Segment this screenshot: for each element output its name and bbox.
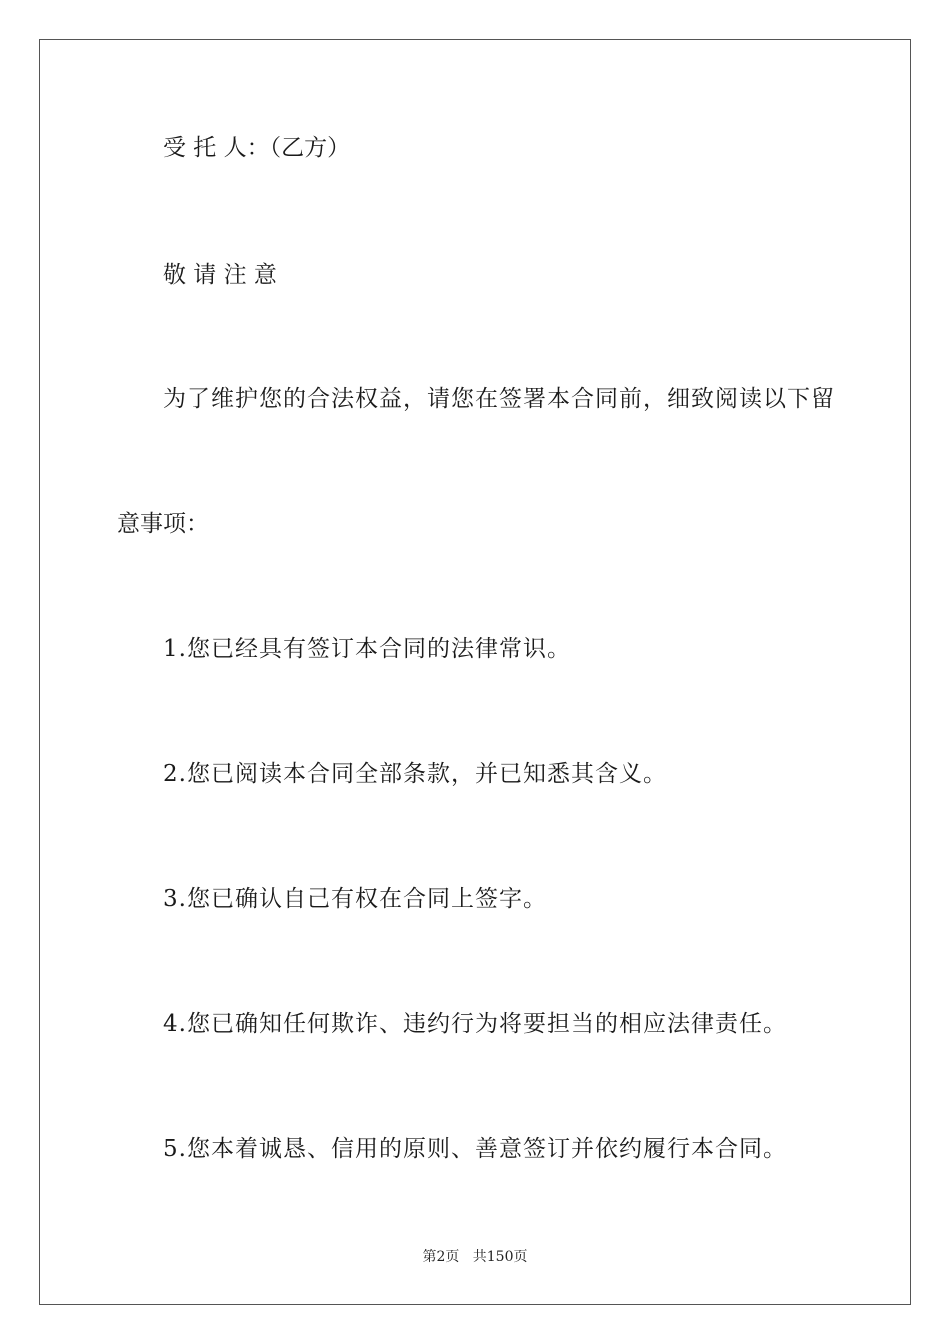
notice-intro-line-1: 为了维护您的合法权益，请您在签署本合同前，细致阅读以下留 xyxy=(163,386,835,412)
trustee-label: 受 托 人：（乙方） xyxy=(163,135,351,161)
notice-item-2: 2.您已阅读本合同全部条款，并已知悉其含义。 xyxy=(163,761,667,787)
notice-item-4: 4.您已确知任何欺诈、违约行为将要担当的相应法律责任。 xyxy=(163,1011,787,1037)
notice-item-1: 1.您已经具有签订本合同的法律常识。 xyxy=(163,636,571,662)
notice-item-5: 5.您本着诚恳、信用的原则、善意签订并依约履行本合同。 xyxy=(163,1136,787,1162)
notice-intro-line-2: 意事项： xyxy=(117,511,209,537)
notice-item-3: 3.您已确认自己有权在合同上签字。 xyxy=(163,886,547,912)
notice-heading: 敬 请 注 意 xyxy=(163,262,277,288)
page-number-footer: 第2页 共150页 xyxy=(422,1249,528,1265)
page-border xyxy=(39,39,911,1305)
